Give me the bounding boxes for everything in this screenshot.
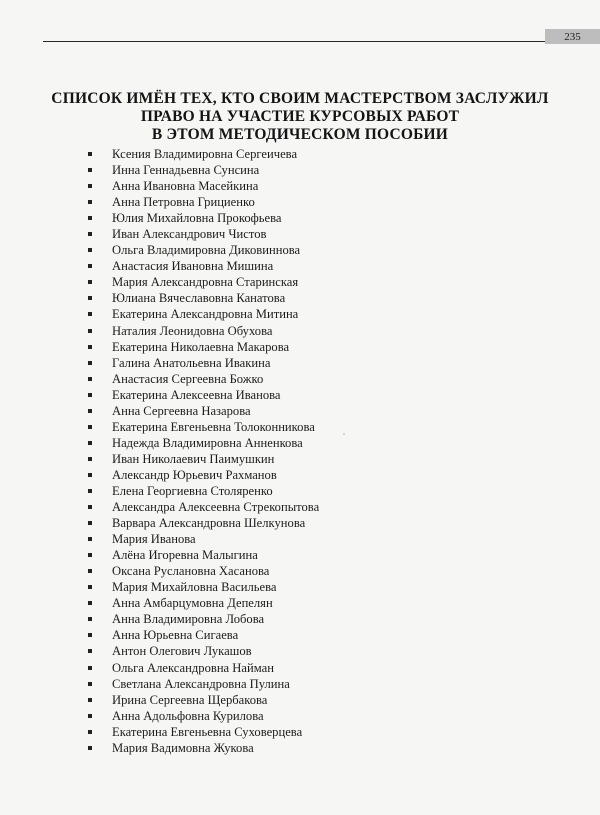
name-text: Иван Александрович Чистов xyxy=(112,227,267,242)
list-item xyxy=(88,306,319,322)
bullet-icon xyxy=(88,280,92,284)
page-title xyxy=(40,90,560,144)
bullet-icon xyxy=(88,698,92,702)
name-text: Оксана Руслановна Хасанова xyxy=(112,564,270,579)
bullet-icon xyxy=(88,633,92,637)
name-text: Варвара Александровна Шелкунова xyxy=(112,516,306,531)
name-text: Елена Георгиевна Столяренко xyxy=(112,484,273,498)
list-item xyxy=(88,611,319,627)
bullet-icon xyxy=(88,441,92,445)
name-text: Мария Вадимовна Жукова xyxy=(112,740,254,755)
bullet-icon xyxy=(88,489,92,493)
list-item xyxy=(88,226,319,242)
name-text: Екатерина Евгеньевна Суховерцева xyxy=(112,724,303,739)
bullet-icon xyxy=(88,232,92,236)
list-item xyxy=(88,467,319,483)
list-item xyxy=(88,451,319,467)
bullet-icon xyxy=(88,746,92,750)
list-item xyxy=(88,339,319,355)
bullet-icon xyxy=(88,329,92,333)
list-item xyxy=(88,724,319,740)
name-text: Юлиана Вячеславовна Канатова xyxy=(112,291,286,306)
name-text: Анастасия Сергеевна Божко xyxy=(112,371,264,386)
name-text: Ольга Владимировна Диковиннова xyxy=(112,243,301,258)
name-text: Ольга Александровна Найман xyxy=(112,660,274,675)
bullet-icon xyxy=(88,521,92,525)
bullet-icon xyxy=(88,409,92,413)
list-item xyxy=(88,643,319,659)
list-item xyxy=(88,178,319,194)
name-text: Анна Владимировна Лобова xyxy=(112,612,265,627)
title-line-3: В ЭТОМ МЕТОДИЧЕСКОМ ПОСОБИИ xyxy=(151,126,449,143)
header-rule xyxy=(43,41,575,42)
title-line-2: ПРАВО НА УЧАСТИЕ КУРСОВЫХ РАБОТ xyxy=(140,108,460,125)
bullet-icon xyxy=(88,505,92,509)
list-item xyxy=(88,355,319,371)
bullet-icon xyxy=(88,569,92,573)
bullet-icon xyxy=(88,457,92,461)
name-text: Анна Петровна Грициенко xyxy=(112,195,255,210)
bullet-icon xyxy=(88,216,92,220)
bullet-icon xyxy=(88,682,92,686)
list-item xyxy=(88,627,319,643)
list-item xyxy=(88,194,319,210)
bullet-icon xyxy=(88,666,92,670)
name-text: Александр Юрьевич Рахманов xyxy=(112,467,277,482)
name-text: Анна Амбарцумовна Депелян xyxy=(112,596,273,611)
bullet-icon xyxy=(88,377,92,381)
title-line-1: СПИСОК ИМЁН ТЕХ, КТО СВОИМ МАСТЕРСТВОМ ЗАСЛУЖИЛ xyxy=(51,90,549,107)
list-item xyxy=(88,290,319,306)
name-text: Мария Михайловна Васильева xyxy=(112,580,277,595)
name-text: Антон Олегович Лукашов xyxy=(112,644,252,659)
list-item xyxy=(88,210,319,226)
list-item xyxy=(88,579,319,595)
name-text: Мария Александровна Старинская xyxy=(112,275,299,290)
bullet-icon xyxy=(88,200,92,204)
bullet-icon xyxy=(88,617,92,621)
bullet-icon xyxy=(88,264,92,268)
list-item xyxy=(88,531,319,547)
bullet-icon xyxy=(88,714,92,718)
list-item xyxy=(88,483,319,499)
list-item xyxy=(88,387,319,403)
bullet-icon xyxy=(88,730,92,734)
list-item xyxy=(88,323,319,339)
bullet-icon xyxy=(88,473,92,477)
list-item xyxy=(88,403,319,419)
name-text: Ирина Сергеевна Щербакова xyxy=(112,692,268,707)
name-text: Светлана Александровна Пулина xyxy=(112,676,290,691)
bullet-icon xyxy=(88,345,92,349)
list-item xyxy=(88,435,319,451)
list-item xyxy=(88,676,319,692)
name-text: Галина Анатольевна Ивакина xyxy=(112,355,271,370)
name-text: Инна Геннадьевна Сунсина xyxy=(112,163,260,178)
list-item xyxy=(88,595,319,611)
list-item xyxy=(88,708,319,724)
name-text: Екатерина Николаевна Макарова xyxy=(112,339,290,354)
name-text: Юлия Михайловна Прокофьева xyxy=(112,211,282,226)
name-text: Екатерина Александровна Митина xyxy=(112,307,299,322)
name-text: Анна Юрьевна Сигаева xyxy=(112,628,239,643)
bullet-icon xyxy=(88,585,92,589)
name-text: Надежда Владимировна Анненкова xyxy=(112,435,303,450)
list-item xyxy=(88,371,319,387)
list-item xyxy=(88,419,319,435)
bullet-icon xyxy=(88,312,92,316)
list-item xyxy=(88,547,319,563)
name-text: Ксения Владимировна Сергеичева xyxy=(112,147,298,162)
list-item xyxy=(88,242,319,258)
page-number: 235 xyxy=(545,29,600,44)
name-text: Екатерина Евгеньевна Толоконникова xyxy=(112,419,315,434)
list-item xyxy=(88,274,319,290)
bullet-icon xyxy=(88,361,92,365)
name-text: Анастасия Ивановна Мишина xyxy=(112,259,274,274)
list-item xyxy=(88,258,319,274)
bullet-icon xyxy=(88,248,92,252)
bullet-icon xyxy=(88,184,92,188)
bullet-icon xyxy=(88,152,92,156)
bullet-icon xyxy=(88,649,92,653)
bullet-icon xyxy=(88,393,92,397)
bullet-icon xyxy=(88,168,92,172)
bullet-icon xyxy=(88,601,92,605)
list-item xyxy=(88,146,319,162)
list-item xyxy=(88,692,319,708)
list-item xyxy=(88,563,319,579)
name-text: Анна Сергеевна Назарова xyxy=(112,403,251,418)
paper-speck xyxy=(343,433,345,435)
bullet-icon xyxy=(88,553,92,557)
name-text: Екатерина Алексеевна Иванова xyxy=(112,387,281,402)
bullet-icon xyxy=(88,425,92,429)
list-item xyxy=(88,499,319,515)
bullet-icon xyxy=(88,537,92,541)
name-text: Наталия Леонидовна Обухова xyxy=(112,323,273,338)
names-list xyxy=(88,146,319,756)
bullet-icon xyxy=(88,296,92,300)
name-text: Анна Ивановна Масейкина xyxy=(112,179,259,194)
name-text: Алёна Игоревна Малыгина xyxy=(112,548,258,563)
list-item xyxy=(88,515,319,531)
list-item xyxy=(88,162,319,178)
name-text: Иван Николаевич Паимушкин xyxy=(112,451,275,466)
name-text: Мария Иванова xyxy=(112,532,196,547)
list-item xyxy=(88,660,319,676)
name-text: Александра Алексеевна Стрекопытова xyxy=(112,500,320,515)
name-text: Анна Адольфовна Курилова xyxy=(112,708,264,723)
list-item xyxy=(88,740,319,756)
